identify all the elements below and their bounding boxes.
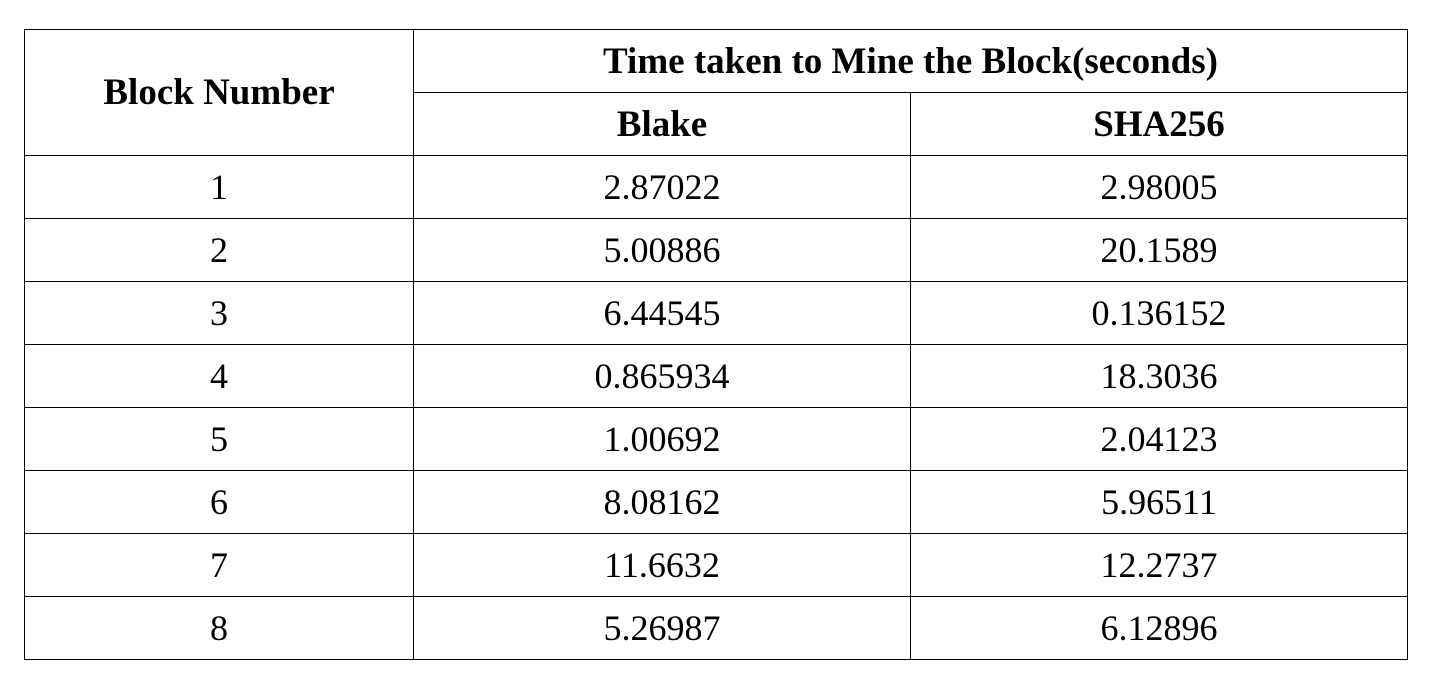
blake-header: Blake [414,93,911,156]
table-row [25,219,1408,282]
blake-time-cell: 5.00886 [414,219,911,282]
block-number-cell: 3 [25,282,414,345]
block-number-header: Block Number [25,30,414,156]
sha256-header: SHA256 [911,93,1408,156]
time-group-header: Time taken to Mine the Block(seconds) [414,30,1408,93]
sha256-time-cell: 0.136152 [911,282,1408,345]
blake-time-cell: 5.26987 [414,597,911,660]
block-number-cell: 8 [25,597,414,660]
header-row-top [25,30,1408,93]
block-number-cell: 7 [25,534,414,597]
table-row [25,534,1408,597]
block-number-cell: 5 [25,408,414,471]
blake-time-cell: 2.87022 [414,156,911,219]
sha256-time-cell: 12.2737 [911,534,1408,597]
sha256-time-cell: 5.96511 [911,471,1408,534]
blake-time-cell: 8.08162 [414,471,911,534]
sha256-time-cell: 6.12896 [911,597,1408,660]
block-number-cell: 6 [25,471,414,534]
table-body [25,156,1408,660]
table-row [25,471,1408,534]
blake-time-cell: 11.6632 [414,534,911,597]
block-number-cell: 4 [25,345,414,408]
blake-time-cell: 1.00692 [414,408,911,471]
sha256-time-cell: 20.1589 [911,219,1408,282]
table-row [25,156,1408,219]
table-row [25,282,1408,345]
sha256-time-cell: 18.3036 [911,345,1408,408]
table-row [25,345,1408,408]
block-number-cell: 1 [25,156,414,219]
blake-time-cell: 0.865934 [414,345,911,408]
blake-time-cell: 6.44545 [414,282,911,345]
table-row [25,408,1408,471]
table-header [25,30,1408,156]
sha256-time-cell: 2.98005 [911,156,1408,219]
table-row [25,597,1408,660]
sha256-time-cell: 2.04123 [911,408,1408,471]
block-number-cell: 2 [25,219,414,282]
mining-time-table [24,29,1408,660]
